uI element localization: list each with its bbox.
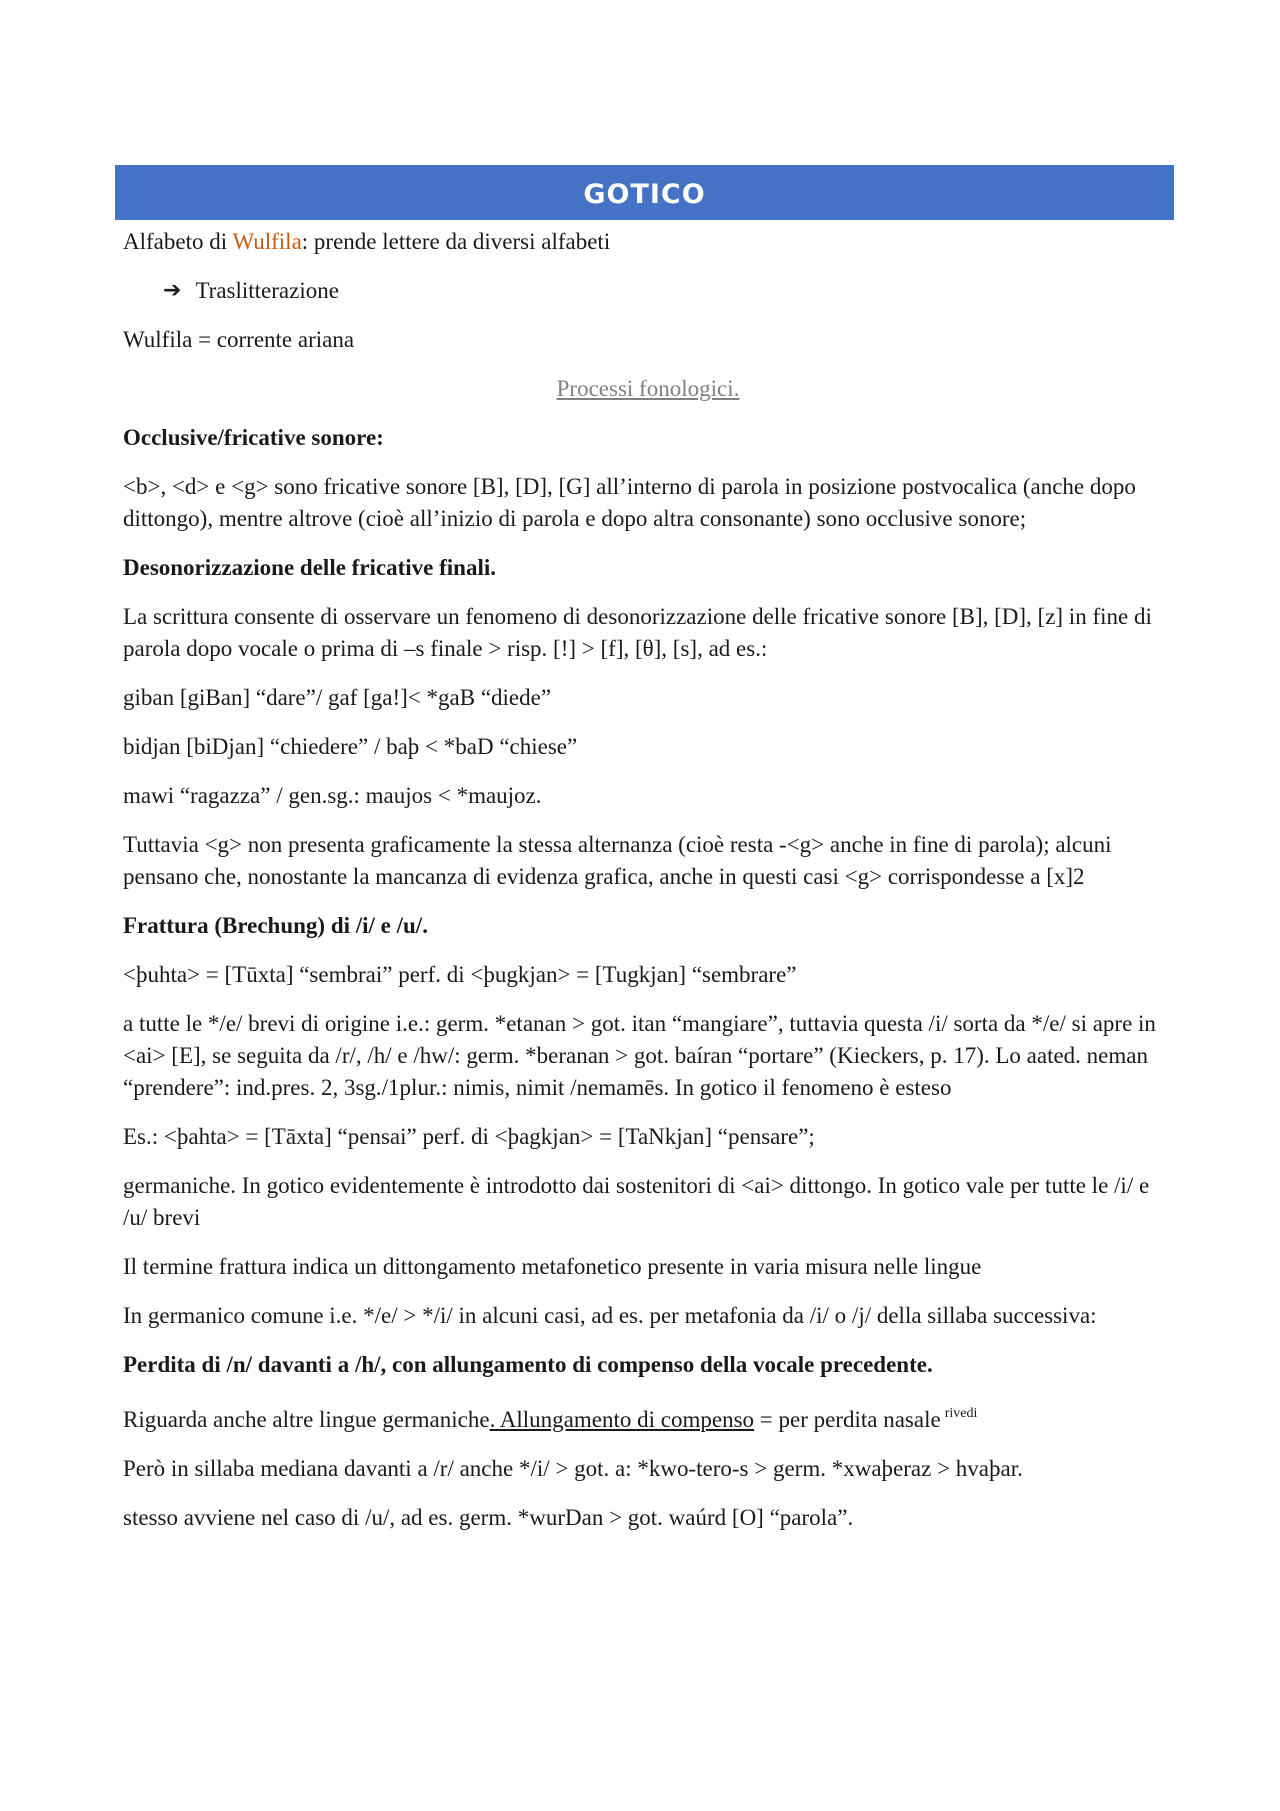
paragraph-wulfila: Wulfila = corrente ariana	[123, 327, 355, 352]
paragraph-germaniche: germaniche. In gotico evidentemente è introdotto dai sostenitori di <ai> dittongo. In gotico vale per tutte le /i/ e /u/ brevi	[123, 1173, 1150, 1230]
title-bar	[115, 165, 1174, 220]
arrow-list-item	[123, 275, 1173, 307]
heading-desonorizzazione: Desonorizzazione delle fricative finali.	[123, 555, 497, 580]
paragraph-example-giban: giban [giBan] “dare”/ gaf [ga!]< *gaB “diede”	[123, 685, 552, 710]
paragraph-tuttavia: Tuttavia <g> non presenta graficamente la stessa alternanza (cioè resta -<g> anche in fine di parola); alcuni pensano che, nonostante la mancanza di evidenza grafica, anche in questi casi <g> corrispondesse a [x]2	[123, 832, 1112, 889]
paragraph-scrittura: La scrittura consente di osservare un fenomeno di desonorizzazione delle fricative sonore [B], [D], [z] in fine di parola dopo vocale o prima di –s finale > risp. [!] > [f], [θ], [s], ad es.:	[123, 604, 1152, 661]
heading-perdita: Perdita di /n/ davanti a /h/, con allungamento di compenso della vocale precedente.	[123, 1352, 933, 1377]
paragraph-example-bidjan: bidjan [biDjan] “chiedere” / baþ < *baD “chiese”	[123, 734, 578, 759]
text-span: : prende lettere da diversi alfabeti	[301, 229, 611, 254]
heading-occlusive: Occlusive/fricative sonore:	[123, 425, 384, 450]
paragraph-fricative: <b>, <d> e <g> sono fricative sonore [B], [D], [G] all’interno di parola in posizione postvocalica (anche dopo dittongo), mentre altrove (cioè all’inizio di parola e dopo altra consonante) sono occlusive sonore;	[123, 474, 1136, 531]
heading-frattura: Frattura (Brechung) di /i/ e /u/.	[123, 913, 428, 938]
arrow-right-icon: ➔	[163, 278, 182, 303]
paragraph-stesso: stesso avviene nel caso di /u/, ad es. germ. *wurDan > got. waúrd [O] “parola”.	[123, 1505, 854, 1530]
paragraph-riguarda	[123, 1398, 1173, 1436]
paragraph-example-pahta: Es.: <þahta> = [Tāxta] “pensai” perf. di <þagkjan> = [TaNkjan] “pensare”;	[123, 1124, 815, 1149]
margin-note: rivedi	[944, 1406, 978, 1421]
paragraph-example-puhta: <þuhta> = [Tūxta] “sembrai” perf. di <þugkjan> = [Tugkjan] “sembrare”	[123, 962, 797, 987]
wulfila-highlight: Wulfila	[232, 229, 302, 254]
allungamento-link[interactable]: . Allungamento di compenso	[489, 1407, 755, 1432]
paragraph-brevi: a tutte le */e/ brevi di origine i.e.: germ. *etanan > got. itan “mangiare”, tuttavia questa /i/ sorta da */e/ si apre in <ai> [E], se seguita da /r/, /h/ e /hw/: germ. *beranan > got. baíran “portare” (Kieckers, p. 17). Lo aated. neman “prendere”: ind.pres. 2, 3sg./1plur.: nimis, nimit /nemamēs. In gotico il fenomeno è esteso	[123, 1011, 1156, 1100]
paragraph-termine: Il termine frattura indica un dittongamento metafonetico presente in varia misura nelle lingue	[123, 1254, 982, 1279]
paragraph-example-mawi: mawi “ragazza” / gen.sg.: maujos < *maujoz.	[123, 783, 542, 808]
text-span: Alfabeto di	[123, 229, 233, 254]
document-body	[123, 226, 1173, 1551]
paragraph-alfabeto	[123, 226, 1173, 258]
paragraph-germanico-comune: In germanico comune i.e. */e/ > */i/ in alcuni casi, ad es. per metafonia da /i/ o /j/ della sillaba successiva:	[123, 1303, 1097, 1328]
text-span: Riguarda anche altre lingue germaniche	[123, 1407, 490, 1432]
text-span: = per perdita nasale	[754, 1407, 941, 1432]
paragraph-sillaba-mediana: Però in sillaba mediana davanti a /r/ anche */i/ > got. a: *kwo-tero-s > germ. *xwaþeraz > hvaþar.	[123, 1456, 1023, 1481]
section-link[interactable]: Processi fonologici.	[556, 376, 740, 401]
arrow-item-text: Traslitterazione	[195, 278, 339, 303]
page-title: GOTICO	[583, 179, 706, 210]
